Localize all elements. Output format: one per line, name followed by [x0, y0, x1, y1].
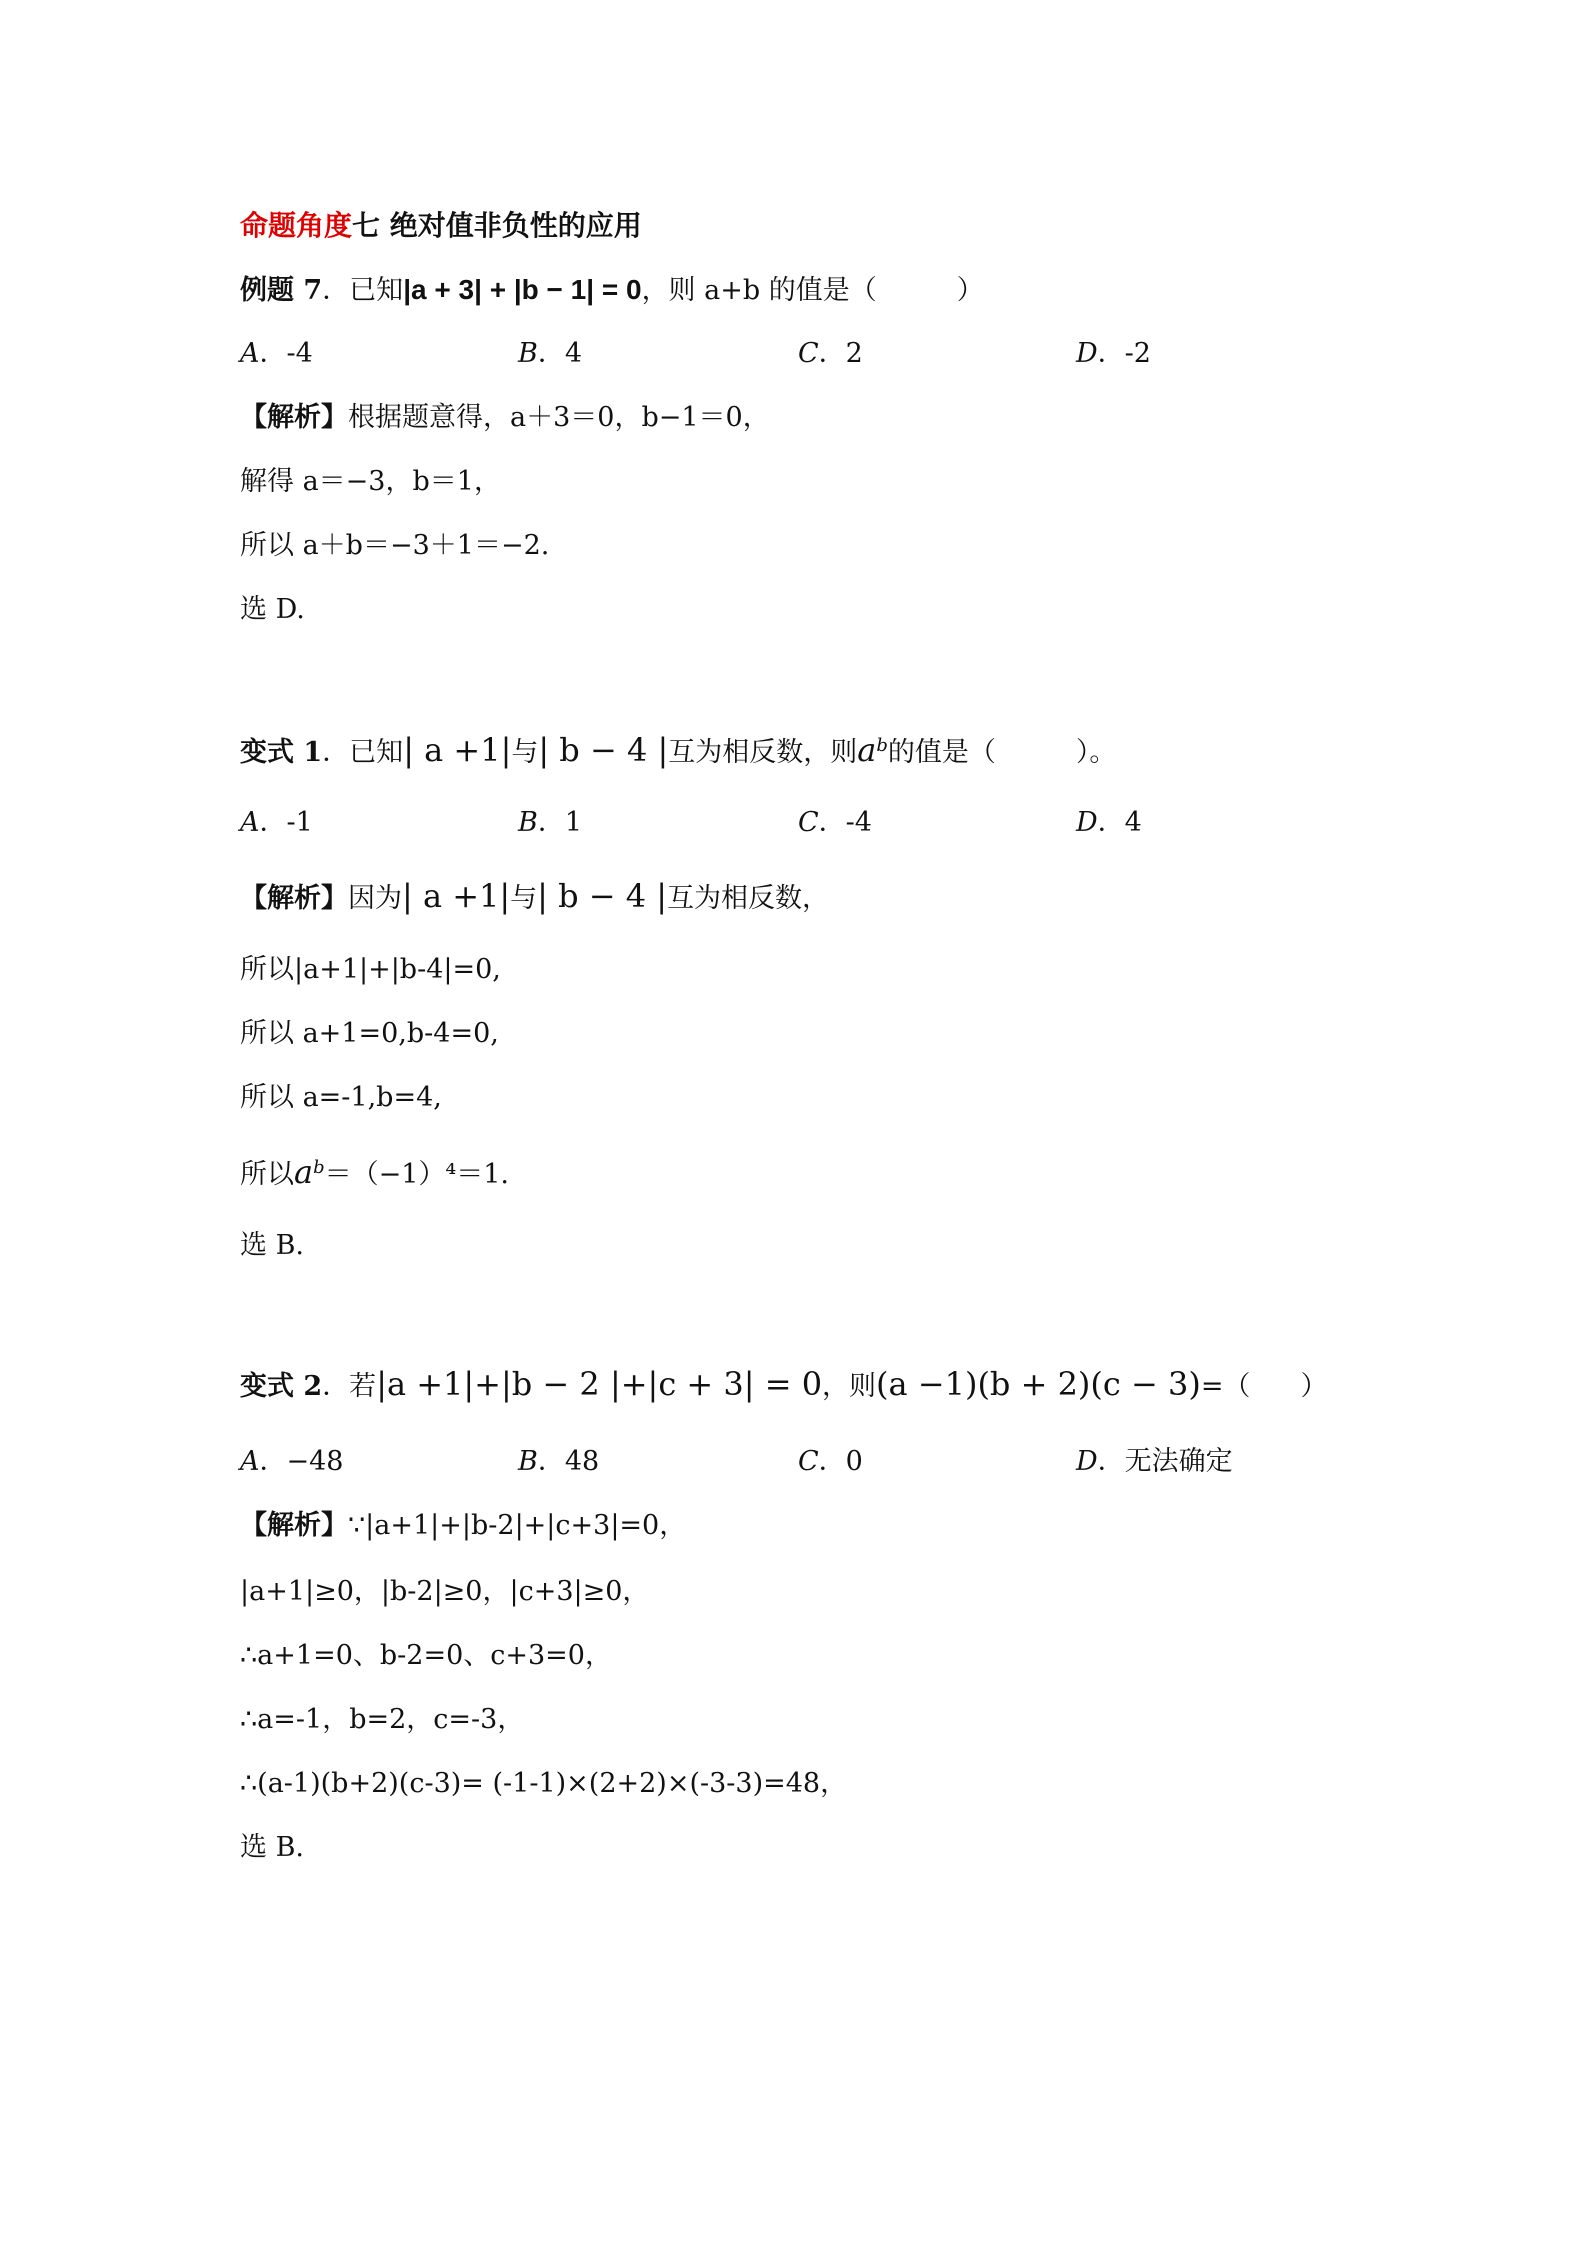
- variant1-formula2: | b − 4 |: [538, 731, 669, 769]
- example-analysis-2: 解得 a＝−3，b＝1，: [240, 466, 501, 497]
- variant1-option-b: B．1: [518, 807, 583, 838]
- variant2-label: 变式 2: [240, 1371, 323, 1402]
- variant2-conclusion: 选 B.: [240, 1832, 305, 1863]
- example-option-b: B．4: [518, 338, 583, 369]
- variant1-option-d: D．4: [1076, 807, 1142, 838]
- section-title-red: 命题角度: [240, 209, 353, 242]
- variant1-power-exp: b: [876, 735, 888, 756]
- example-paren-close: ）: [956, 275, 984, 306]
- variant2-formula: |a +1|+|b − 2 |+|c + 3| = 0: [376, 1365, 823, 1403]
- example-option-c: C．2: [798, 338, 863, 369]
- variant2-formula2: (a −1)(b + 2)(c − 3): [876, 1365, 1201, 1403]
- section-title: [240, 208, 642, 244]
- variant2-stem: 变式 2．若|a +1|+|b − 2 |+|c + 3| = 0，则(a −1)(b + 2)(c − 3)=（ ）: [240, 1365, 1328, 1403]
- variant1-option-c: C．-4: [798, 807, 872, 838]
- variant1-stem: 变式 1．已知| a +1|与| b − 4 |互为相反数，则$a^b$的值是（ ）。: [240, 731, 1117, 769]
- variant2-analysis-1: 【解析】∵|a+1|+|b-2|+|c+3|=0，: [240, 1510, 687, 1541]
- variant2-option-c: C．0: [798, 1446, 863, 1477]
- variant1-option-a: A．-1: [240, 807, 313, 838]
- variant2-option-a: A．−48: [240, 1446, 344, 1477]
- example-formula: |a + 3| + |b − 1| = 0: [403, 274, 642, 305]
- example-stem: [240, 272, 984, 309]
- variant1-analysis-4: 所以 a=-1,b=4,: [240, 1082, 442, 1113]
- example-analysis-4: 选 D.: [240, 594, 305, 625]
- variant1-conclusion: 选 B.: [240, 1230, 305, 1261]
- variant1-analysis-3: 所以 a+1=0,b-4=0,: [240, 1018, 499, 1049]
- variant1-analysis-5: 所以$a^b=(-1)^4=1$.: [240, 1153, 509, 1191]
- example-analysis-3: 所以 a＋b＝−3＋1＝−2.: [240, 530, 550, 561]
- example-label: 例题 7: [240, 275, 323, 306]
- example-option-a: A．-4: [240, 338, 313, 369]
- variant2-analysis-2: |a+1|≥0，|b-2|≥0，|c+3|≥0，: [240, 1576, 650, 1607]
- example-stem-post: ，则 a+b 的值是（: [641, 275, 877, 306]
- variant2-analysis-3: ∴a+1=0、b-2=0、c+3=0，: [240, 1640, 612, 1671]
- variant1-analysis-2: 所以|a+1|+|b-4|=0,: [240, 954, 501, 985]
- example-option-d: D．-2: [1076, 338, 1151, 369]
- variant2-analysis-4: ∴a=-1，b=2，c=-3，: [240, 1704, 525, 1735]
- variant2-option-d: D．无法确定: [1076, 1446, 1233, 1477]
- variant1-analysis-1: 【解析】因为| a +1|与| b − 4 |互为相反数，: [240, 877, 830, 915]
- example-analysis-1: [240, 400, 770, 436]
- section-title-black: 七 绝对值非负性的应用: [352, 209, 642, 242]
- example-analysis-text-1: 根据题意得，a＋3＝0，b−1＝0，: [348, 402, 770, 433]
- variant1-label: 变式 1: [240, 737, 323, 768]
- variant1-formula1: | a +1|: [403, 731, 512, 769]
- variant2-analysis-5: ∴(a-1)(b+2)(c-3)= (-1-1)×(2+2)×(-3-3)=48，: [240, 1768, 848, 1799]
- example-stem-pre: ．已知: [322, 275, 404, 306]
- variant1-power-base: a: [857, 731, 877, 769]
- analysis-label: 【解析】: [240, 402, 348, 433]
- variant2-option-b: B．48: [518, 1446, 600, 1477]
